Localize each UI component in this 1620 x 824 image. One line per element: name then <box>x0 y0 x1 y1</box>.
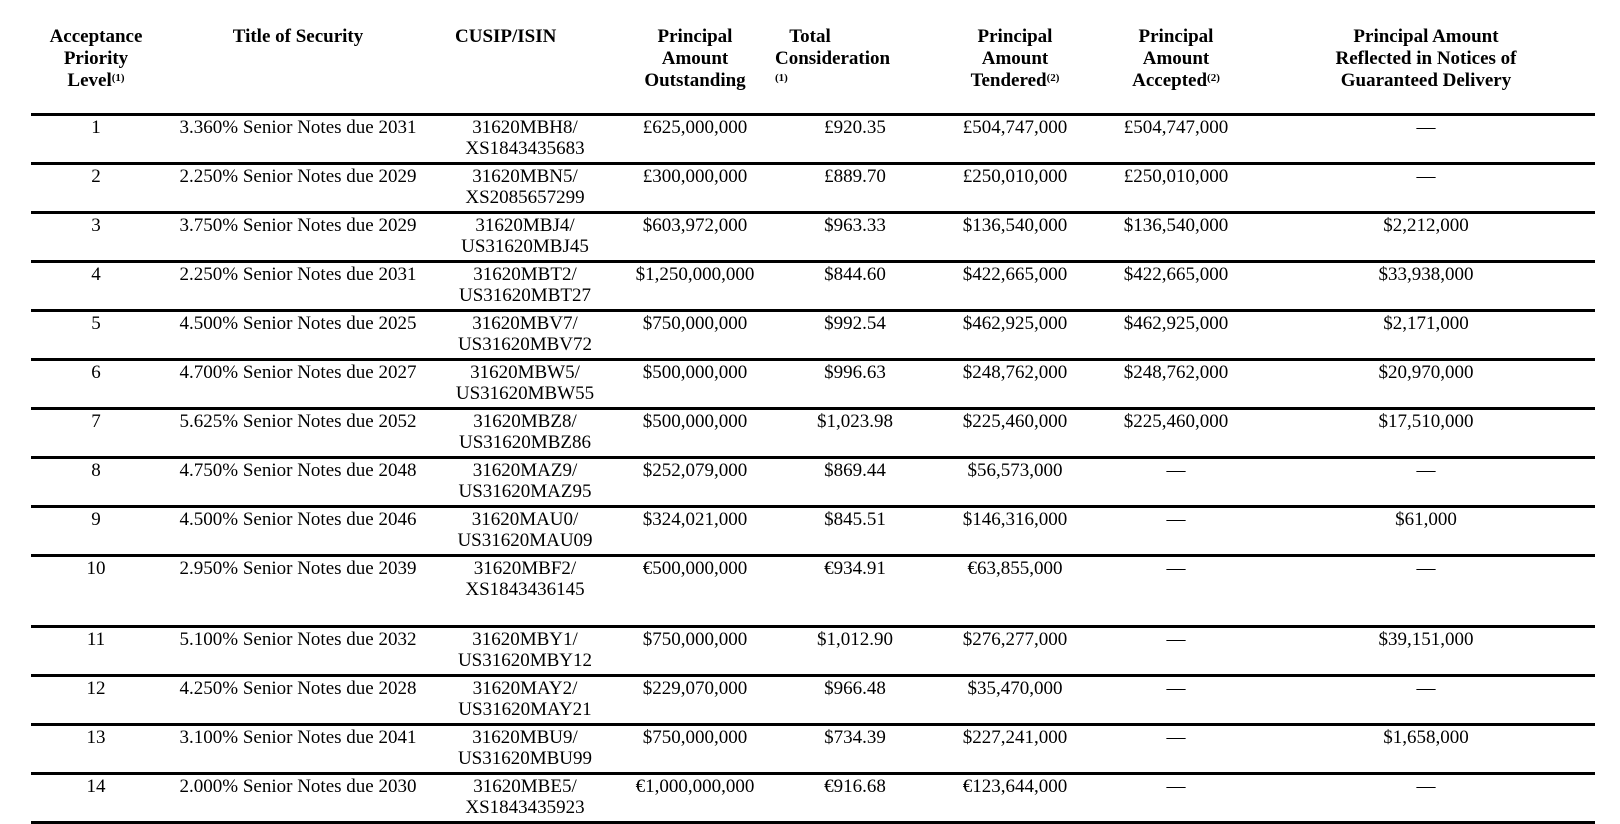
cell-accepted <box>1095 773 1257 822</box>
cell-tendered <box>935 310 1095 359</box>
cell-title <box>161 506 435 555</box>
cell-consideration-text: $1,012.90 <box>817 628 893 650</box>
cell-level-text: 10 <box>86 557 106 579</box>
cell-outstanding <box>615 675 775 724</box>
isin-code: US31620MBZ86 <box>459 431 591 453</box>
cell-consideration-text: $963.33 <box>824 214 886 236</box>
header-cusip: CUSIP/ISIN <box>455 26 557 47</box>
cell-tendered <box>935 675 1095 724</box>
cell-outstanding-text: $324,021,000 <box>642 508 748 530</box>
cusip-code: 31620MBW5/ <box>470 361 580 383</box>
cell-guaranteed-text: $33,938,000 <box>1378 263 1474 285</box>
cell-tendered-text: $146,316,000 <box>962 508 1068 530</box>
cell-consideration-text: $844.60 <box>824 263 886 285</box>
cell-tendered-text: $276,277,000 <box>962 628 1068 650</box>
cell-tendered-text: €63,855,000 <box>967 557 1063 579</box>
cell-level-text: 5 <box>91 312 101 334</box>
cell-level-text: 11 <box>86 628 106 650</box>
cell-cusip <box>435 310 615 359</box>
cell-title <box>161 773 435 822</box>
cell-consideration-text: £920.35 <box>824 116 886 138</box>
table-row <box>31 675 1595 724</box>
cell-title-text: 4.500% Senior Notes due 2046 <box>179 508 417 530</box>
table-row <box>31 212 1595 261</box>
cell-title <box>161 261 435 310</box>
cell-consideration <box>775 457 935 506</box>
cell-title-text: 2.250% Senior Notes due 2029 <box>179 165 417 187</box>
cell-title-text: 3.100% Senior Notes due 2041 <box>179 726 417 748</box>
cell-consideration <box>775 114 935 163</box>
table-row <box>31 163 1595 212</box>
cell-consideration <box>775 724 935 773</box>
cell-level-text: 1 <box>91 116 101 138</box>
cell-accepted-text: — <box>1166 508 1186 530</box>
cell-guaranteed-text: — <box>1416 459 1436 481</box>
cell-title-text: 5.100% Senior Notes due 2032 <box>179 628 417 650</box>
cell-title-text: 4.250% Senior Notes due 2028 <box>179 677 417 699</box>
cell-cusip <box>435 261 615 310</box>
cell-consideration <box>775 408 935 457</box>
cell-consideration-text: $869.44 <box>824 459 886 481</box>
cell-level <box>31 310 161 359</box>
cell-accepted-text: £250,010,000 <box>1123 165 1229 187</box>
isin-code: US31620MAY21 <box>458 698 592 720</box>
cell-tendered-text: $248,762,000 <box>962 361 1068 383</box>
cell-consideration-text: $992.54 <box>824 312 886 334</box>
cell-title-text: 3.360% Senior Notes due 2031 <box>179 116 417 138</box>
cell-level-text: 4 <box>91 263 101 285</box>
cell-level-text: 2 <box>91 165 101 187</box>
cell-accepted-text: $248,762,000 <box>1123 361 1229 383</box>
cell-accepted <box>1095 261 1257 310</box>
cell-tendered <box>935 555 1095 626</box>
table-row <box>31 506 1595 555</box>
cell-guaranteed <box>1257 114 1595 163</box>
cell-outstanding-text: $603,972,000 <box>642 214 748 236</box>
cell-guaranteed <box>1257 457 1595 506</box>
table-row <box>31 261 1595 310</box>
cell-tendered-text: $56,573,000 <box>967 459 1063 481</box>
cell-level-text: 8 <box>91 459 101 481</box>
cell-tendered <box>935 457 1095 506</box>
table-row <box>31 359 1595 408</box>
cell-guaranteed-text: — <box>1416 677 1436 699</box>
cell-level <box>31 261 161 310</box>
cell-level <box>31 212 161 261</box>
cell-level <box>31 163 161 212</box>
cell-tendered <box>935 408 1095 457</box>
cell-guaranteed <box>1257 310 1595 359</box>
cell-level <box>31 408 161 457</box>
cell-level-text: 9 <box>91 508 101 530</box>
cell-outstanding-text: $252,079,000 <box>642 459 748 481</box>
cell-guaranteed-text: — <box>1416 775 1436 797</box>
cell-level-text: 6 <box>91 361 101 383</box>
cell-tendered-text: $35,470,000 <box>967 677 1063 699</box>
cell-outstanding-text: $1,250,000,000 <box>635 263 755 285</box>
cell-outstanding <box>615 261 775 310</box>
cell-consideration <box>775 675 935 724</box>
cell-guaranteed <box>1257 408 1595 457</box>
cell-guaranteed <box>1257 506 1595 555</box>
cell-tendered <box>935 114 1095 163</box>
cell-tendered-text: €123,644,000 <box>962 775 1068 797</box>
cell-tendered-text: $136,540,000 <box>962 214 1068 236</box>
cusip-code: 31620MBU9/ <box>472 726 578 748</box>
cell-title <box>161 408 435 457</box>
cell-title <box>161 555 435 626</box>
cell-level-text: 13 <box>86 726 106 748</box>
cell-consideration-text: €916.68 <box>824 775 886 797</box>
cusip-code: 31620MAU0/ <box>471 508 579 530</box>
cell-outstanding <box>615 457 775 506</box>
cell-accepted-text: — <box>1166 677 1186 699</box>
cell-consideration-text: £889.70 <box>824 165 886 187</box>
cell-cusip <box>435 675 615 724</box>
cell-accepted <box>1095 506 1257 555</box>
cell-consideration-text: €934.91 <box>824 557 886 579</box>
cell-cusip <box>435 555 615 626</box>
cell-title <box>161 163 435 212</box>
cell-cusip <box>435 163 615 212</box>
table-row <box>31 408 1595 457</box>
table-row <box>31 626 1595 675</box>
cell-level <box>31 457 161 506</box>
table-body <box>31 114 1595 822</box>
cusip-code: 31620MBZ8/ <box>473 410 577 432</box>
cell-level-text: 7 <box>91 410 101 432</box>
cell-outstanding-text: £625,000,000 <box>642 116 748 138</box>
cell-outstanding-text: $500,000,000 <box>642 410 748 432</box>
cell-tendered <box>935 261 1095 310</box>
table-row <box>31 773 1595 822</box>
isin-code: US31620MBJ45 <box>461 235 589 257</box>
cell-cusip <box>435 506 615 555</box>
cell-outstanding <box>615 359 775 408</box>
cell-consideration <box>775 626 935 675</box>
cell-consideration <box>775 163 935 212</box>
cell-tendered-text: $225,460,000 <box>962 410 1068 432</box>
cell-title-text: 2.000% Senior Notes due 2030 <box>179 775 417 797</box>
cell-outstanding <box>615 114 775 163</box>
isin-code: XS1843435683 <box>465 137 585 159</box>
cell-cusip <box>435 773 615 822</box>
cell-consideration-text: $845.51 <box>824 508 886 530</box>
cusip-code: 31620MBJ4/ <box>475 214 575 236</box>
cell-accepted <box>1095 724 1257 773</box>
cell-guaranteed <box>1257 555 1595 626</box>
header-guaranteed: Principal Amount Reflected in Notices of Guaranteed Delivery <box>1335 26 1517 91</box>
cell-guaranteed <box>1257 261 1595 310</box>
cell-guaranteed <box>1257 773 1595 822</box>
cell-tendered <box>935 359 1095 408</box>
cell-accepted-text: — <box>1166 557 1186 579</box>
cell-consideration <box>775 555 935 626</box>
isin-code: XS1843436145 <box>465 578 585 600</box>
cell-consideration-text: $734.39 <box>824 726 886 748</box>
cell-outstanding-text: $750,000,000 <box>642 312 748 334</box>
isin-code: XS1843435923 <box>465 796 585 818</box>
cell-guaranteed <box>1257 163 1595 212</box>
header-title: Title of Security <box>232 26 364 47</box>
cell-title-text: 4.750% Senior Notes due 2048 <box>179 459 417 481</box>
cell-tendered-text: $462,925,000 <box>962 312 1068 334</box>
cell-tendered-text: £250,010,000 <box>962 165 1068 187</box>
cell-cusip <box>435 408 615 457</box>
cell-cusip <box>435 114 615 163</box>
cusip-code: 31620MBN5/ <box>472 165 578 187</box>
cell-guaranteed <box>1257 675 1595 724</box>
cell-tendered <box>935 163 1095 212</box>
cell-outstanding <box>615 163 775 212</box>
header-priority: Acceptance Priority Level$^{(1)}$ <box>49 26 143 91</box>
cell-outstanding <box>615 724 775 773</box>
cell-title <box>161 212 435 261</box>
cell-guaranteed-text: $17,510,000 <box>1378 410 1474 432</box>
cell-accepted <box>1095 114 1257 163</box>
table-row <box>31 114 1595 163</box>
cusip-code: 31620MBF2/ <box>473 557 577 579</box>
cusip-code: 31620MBY1/ <box>472 628 578 650</box>
cell-accepted-text: — <box>1166 775 1186 797</box>
cell-accepted-text: — <box>1166 628 1186 650</box>
cell-accepted <box>1095 359 1257 408</box>
header-tendered: Principal Amount Tendered$^{(2)}$ <box>970 26 1060 91</box>
cusip-code: 31620MBV7/ <box>472 312 578 334</box>
cell-guaranteed-text: $39,151,000 <box>1378 628 1474 650</box>
cell-outstanding-text: £300,000,000 <box>642 165 748 187</box>
cell-accepted-text: — <box>1166 726 1186 748</box>
cell-outstanding-text: €500,000,000 <box>642 557 748 579</box>
cell-accepted <box>1095 408 1257 457</box>
cell-title-text: 2.950% Senior Notes due 2039 <box>179 557 417 579</box>
cell-title <box>161 675 435 724</box>
cell-level-text: 3 <box>91 214 101 236</box>
cell-title-text: 2.250% Senior Notes due 2031 <box>179 263 417 285</box>
cell-outstanding <box>615 773 775 822</box>
cell-tendered <box>935 626 1095 675</box>
cell-level <box>31 626 161 675</box>
cell-tendered <box>935 212 1095 261</box>
cell-guaranteed <box>1257 626 1595 675</box>
cell-guaranteed-text: — <box>1416 116 1436 138</box>
cell-accepted <box>1095 457 1257 506</box>
cell-level <box>31 773 161 822</box>
cell-guaranteed-text: — <box>1416 557 1436 579</box>
cell-title <box>161 114 435 163</box>
cusip-code: 31620MBH8/ <box>472 116 578 138</box>
cell-title-text: 5.625% Senior Notes due 2052 <box>179 410 417 432</box>
cell-outstanding-text: $229,070,000 <box>642 677 748 699</box>
cell-outstanding <box>615 212 775 261</box>
cell-title <box>161 359 435 408</box>
cell-accepted <box>1095 555 1257 626</box>
cell-accepted-text: $225,460,000 <box>1123 410 1229 432</box>
cell-outstanding-text: $750,000,000 <box>642 628 748 650</box>
cell-accepted-text: $136,540,000 <box>1123 214 1229 236</box>
cusip-code: 31620MBE5/ <box>473 775 577 797</box>
cell-accepted <box>1095 310 1257 359</box>
cell-outstanding-text: €1,000,000,000 <box>635 775 755 797</box>
cell-accepted <box>1095 675 1257 724</box>
isin-code: US31620MBY12 <box>457 649 593 671</box>
cell-cusip <box>435 457 615 506</box>
cell-title <box>161 724 435 773</box>
cell-outstanding <box>615 310 775 359</box>
cusip-code: 31620MAZ9/ <box>472 459 578 481</box>
cell-guaranteed-text: $1,658,000 <box>1383 726 1469 748</box>
cell-outstanding <box>615 506 775 555</box>
cell-accepted-text: — <box>1166 459 1186 481</box>
cell-tendered <box>935 773 1095 822</box>
cell-tendered-text: $227,241,000 <box>962 726 1068 748</box>
cell-outstanding-text: $500,000,000 <box>642 361 748 383</box>
cell-level <box>31 359 161 408</box>
isin-code: US31620MBW55 <box>455 382 595 404</box>
isin-code: XS2085657299 <box>465 186 585 208</box>
cell-consideration <box>775 310 935 359</box>
header-accepted: Principal Amount Accepted$^{(2)}$ <box>1132 26 1220 91</box>
cell-accepted-text: $422,665,000 <box>1123 263 1229 285</box>
cell-level <box>31 506 161 555</box>
cell-tendered <box>935 724 1095 773</box>
cell-cusip <box>435 724 615 773</box>
cell-title <box>161 626 435 675</box>
isin-code: US31620MBV72 <box>457 333 593 355</box>
header-row <box>31 24 1595 114</box>
cell-accepted <box>1095 212 1257 261</box>
cell-title-text: 4.500% Senior Notes due 2025 <box>179 312 417 334</box>
cell-outstanding <box>615 408 775 457</box>
tender-results-table <box>31 24 1595 824</box>
cell-title <box>161 457 435 506</box>
cell-title <box>161 310 435 359</box>
cell-consideration <box>775 773 935 822</box>
cell-level <box>31 555 161 626</box>
cell-consideration <box>775 506 935 555</box>
cell-level-text: 12 <box>86 677 106 699</box>
cell-guaranteed-text: $2,171,000 <box>1383 312 1469 334</box>
isin-code: US31620MBT27 <box>459 284 591 306</box>
cell-outstanding <box>615 626 775 675</box>
cell-consideration <box>775 261 935 310</box>
header-outstanding: Principal Amount Outstanding <box>644 26 746 91</box>
isin-code: US31620MAZ95 <box>458 480 592 502</box>
cusip-code: 31620MBT2/ <box>473 263 577 285</box>
cell-guaranteed-text: $20,970,000 <box>1378 361 1474 383</box>
cell-consideration <box>775 212 935 261</box>
cell-guaranteed-text: $2,212,000 <box>1383 214 1469 236</box>
cell-consideration-text: $1,023.98 <box>817 410 893 432</box>
cell-level-text: 14 <box>86 775 106 797</box>
cell-accepted-text: $462,925,000 <box>1123 312 1229 334</box>
cusip-code: 31620MAY2/ <box>472 677 578 699</box>
cell-consideration <box>775 359 935 408</box>
table-row <box>31 457 1595 506</box>
table-row <box>31 310 1595 359</box>
cell-guaranteed <box>1257 724 1595 773</box>
cell-guaranteed-text: $61,000 <box>1395 508 1457 530</box>
cell-cusip <box>435 359 615 408</box>
cell-accepted <box>1095 163 1257 212</box>
header-consideration: Total Consideration $^{(1)}$ <box>775 26 891 84</box>
cell-guaranteed <box>1257 212 1595 261</box>
isin-code: US31620MBU99 <box>457 747 593 769</box>
cell-level <box>31 675 161 724</box>
cell-accepted <box>1095 626 1257 675</box>
cell-cusip <box>435 212 615 261</box>
isin-code: US31620MAU09 <box>457 529 593 551</box>
cell-consideration-text: $996.63 <box>824 361 886 383</box>
cell-tendered <box>935 506 1095 555</box>
table-row <box>31 724 1595 773</box>
cell-title-text: 4.700% Senior Notes due 2027 <box>179 361 417 383</box>
cell-outstanding-text: $750,000,000 <box>642 726 748 748</box>
cell-level <box>31 114 161 163</box>
cell-accepted-text: £504,747,000 <box>1123 116 1229 138</box>
cell-guaranteed-text: — <box>1416 165 1436 187</box>
cell-tendered-text: £504,747,000 <box>962 116 1068 138</box>
cell-level <box>31 724 161 773</box>
cell-outstanding <box>615 555 775 626</box>
cell-tendered-text: $422,665,000 <box>962 263 1068 285</box>
cell-guaranteed <box>1257 359 1595 408</box>
table-row <box>31 555 1595 626</box>
cell-cusip <box>435 626 615 675</box>
cell-consideration-text: $966.48 <box>824 677 886 699</box>
cell-title-text: 3.750% Senior Notes due 2029 <box>179 214 417 236</box>
